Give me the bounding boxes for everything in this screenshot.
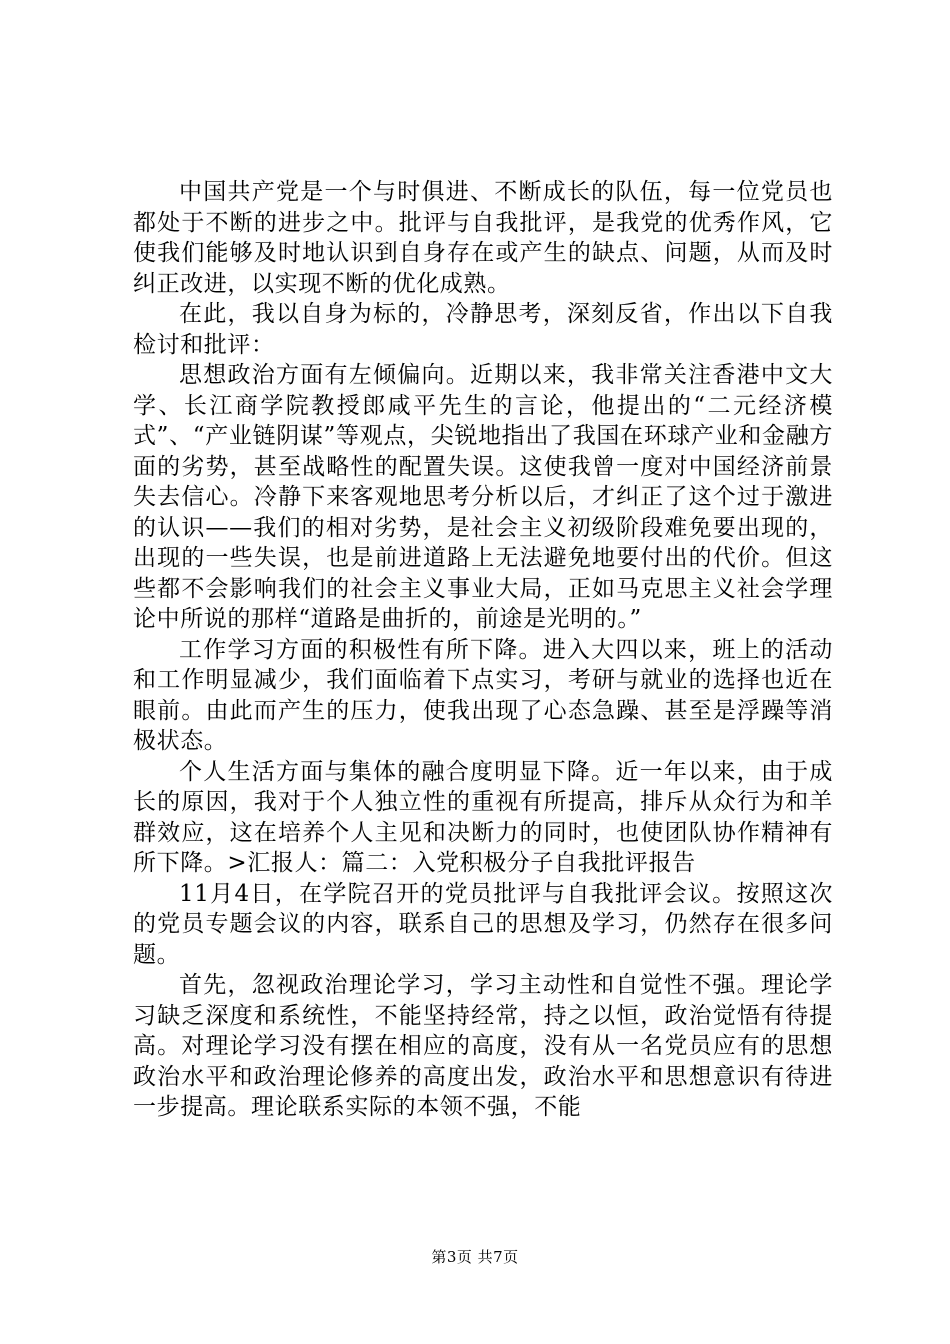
document-body [133,177,833,1123]
page-footer [0,1247,950,1267]
page-indicator: 第3页 共7页 [431,1248,519,1266]
paragraph-theory-study: 首先，忽视政治理论学习，学习主动性和自觉性不强。理论学习缺乏深度和系统性，不能坚持经常，持之以恒，政治觉悟有待提高。对理论学习没有摆在相应的高度，没有从一名党员应有的思想政治水平和政治理论修养的高度出发，政治水平和思想意识有待进一步提高。理论联系实际的本领不强，不能 [133,972,833,1120]
paragraph-meeting: 11月4日，在学院召开的党员批评与自我批评会议。按照这次的党员专题会议的内容，联系自己的思想及学习，仍然存在很多问题。 [133,880,833,968]
paragraph-political-thought: 思想政治方面有左倾偏向。近期以来，我非常关注香港中文大学、长江商学院教授郎咸平先生的言论，他提出的“二元经济模式”、“产业链阴谋”等观点，尖锐地指出了我国在环球产业和金融方面的劣势，甚至战略性的配置失误。这使我曾一度对中国经济前景失去信心。冷静下来客观地思考分析以后，才纠正了这个过于激进的认识——我们的相对劣势，是社会主义初级阶段难免要出现的，出现的一些失误，也是前进道路上无法避免地要付出的代价。但这些都不会影响我们的社会主义事业大局，正如马克思主义社会学理论中所说的那样“道路是曲折的，前途是光明的。” [133,362,833,632]
paragraph-work-study: 工作学习方面的积极性有所下降。进入大四以来，班上的活动和工作明显减少，我们面临着下点实习，考研与就业的选择也近在眼前。由此而产生的压力，使我出现了心态急躁、甚至是浮躁等消极状态。 [133,636,833,754]
paragraph-personal-life: 个人生活方面与集体的融合度明显下降。近一年以来，由于成长的原因，我对于个人独立性的重视有所提高，排斥从众行为和羊群效应，这在培养个人主见和决断力的同时，也使团队协作精神有所下降。>汇报人：篇二：入党积极分子自我批评报告 [133,758,833,876]
paragraph-intro: 中国共产党是一个与时俱进、不断成长的队伍，每一位党员也都处于不断的进步之中。批评与自我批评，是我党的优秀作风，它使我们能够及时地认识到自身存在或产生的缺点、问题，从而及时纠正改进，以实现不断的优化成熟。 [133,179,833,297]
paragraph-self-reflection: 在此，我以自身为标的，冷静思考，深刻反省，作出以下自我检讨和批评： [133,301,833,358]
